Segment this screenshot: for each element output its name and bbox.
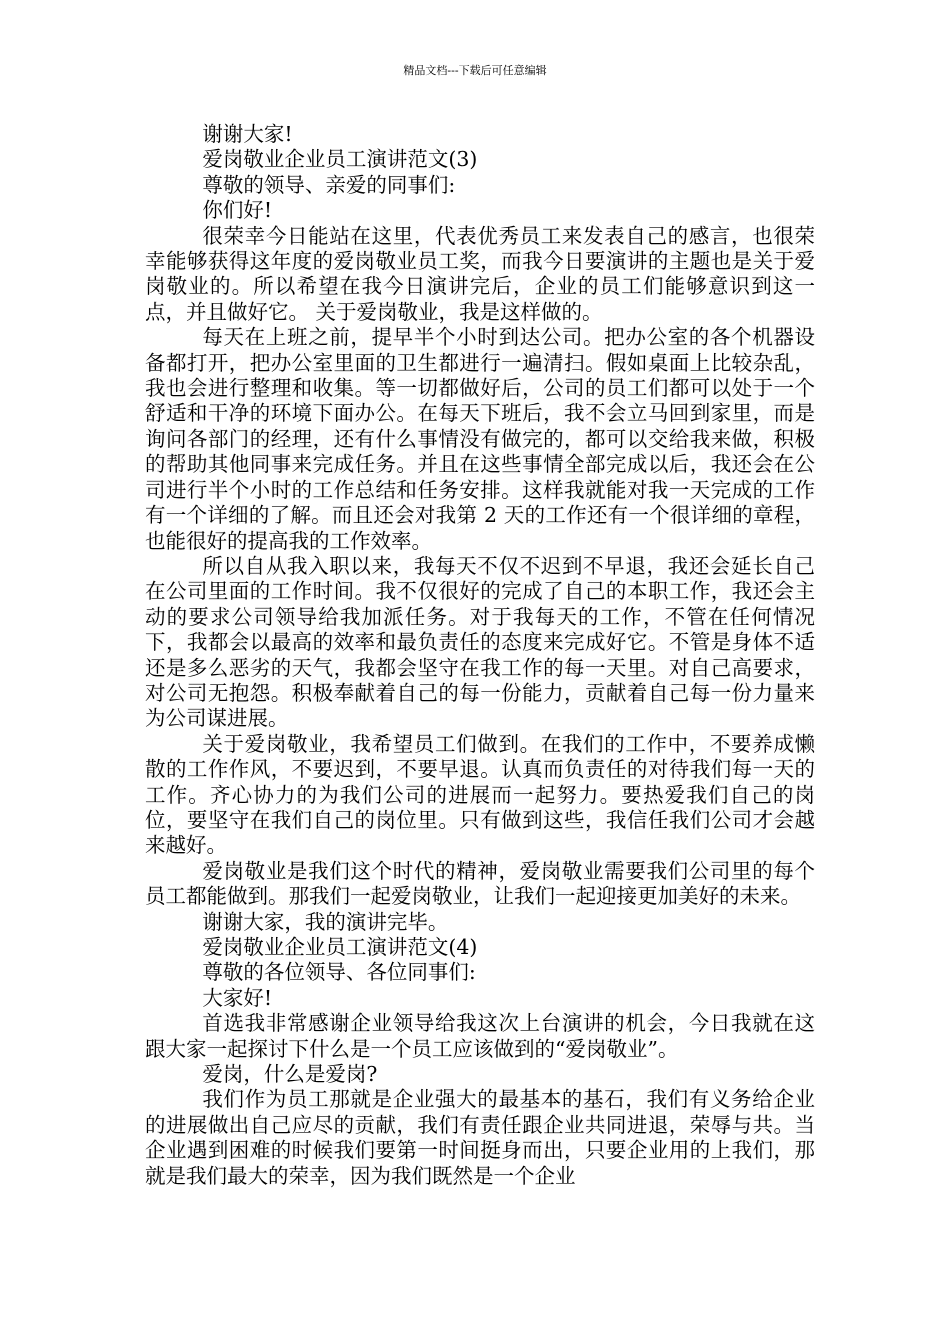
paragraph-hopes: 关于爱岗敬业，我希望员工们做到。在我们的工作中，不要养成懒散的工作作风，不要迟到，不要早退。认真而负责任的对待我们每一天的工作。齐心协力的为我们公司的进展而一起努力。要热爱我们自己的岗位，要坚守在我们自己的岗位里。只有做到这些，我信任我们公司才会越来越好。: [145, 731, 815, 858]
section-title-4: 爱岗敬业企业员工演讲范文(4): [202, 935, 478, 959]
paragraph-intro-3: 很荣幸今日能站在这里，代表优秀员工来发表自己的感言，也很荣幸能够获得这年度的爱岗敬业员工奖，而我今日要演讲的主题也是关于爱岗敬业的。所以希望在我今日演讲完后，企业的员工们能够意识到这一点，并且做好它。 关于爱岗敬业，我是这样做的。: [145, 223, 815, 324]
paragraph-spirit: 爱岗敬业是我们这个时代的精神，爱岗敬业需要我们公司里的每个员工都能做到。那我们一起爱岗敬业，让我们一起迎接更加美好的未来。: [145, 858, 815, 909]
paragraph-closing-3: 谢谢大家，我的演讲完毕。: [202, 909, 449, 934]
paragraph-since-joining: 所以自从我入职以来，我每天不仅不迟到不早退，我还会延长自己在公司里面的工作时间。我不仅很好的完成了自己的本职工作，我还会主动的要求公司领导给我加派任务。对于我每天的工作，不管在任何情况下，我都会以最高的效率和最负责任的态度来完成好它。不管是身体不适还是多么恶劣的天气，我都会坚守在我工作的每一天里。对自己高要求，对公司无抱怨。积极奉献着自己的每一份能力，贡献着自己每一份力量来为公司谋进展。: [145, 553, 815, 731]
paragraph-intro-4: 首选我非常感谢企业领导给我这次上台演讲的机会，今日我就在这跟大家一起探讨下什么是一个员工应该做到的“爱岗敬业”。: [145, 1011, 815, 1061]
greeting-3: 你们好!: [202, 198, 273, 223]
section-title-3: 爱岗敬业企业员工演讲范文(3): [202, 147, 478, 172]
salutation-3: 尊敬的领导、亲爱的同事们:: [202, 172, 456, 197]
salutation-4: 尊敬的各位领导、各位同事们:: [202, 960, 476, 985]
greeting-4: 大家好!: [202, 985, 273, 1010]
paragraph-question: 爱岗，什么是爱岗?: [202, 1062, 378, 1087]
paragraph-daily-work: 每天在上班之前，提早半个小时到达公司。把办公室的各个机器设备都打开，把办公室里面的卫生都进行一遍清扫。假如桌面上比较杂乱，我也会进行整理和收集。等一切都做好后，公司的员工们都可以处于一个舒适和干净的环境下面办公。在每天下班后，我不会立马回到家里，而是询问各部门的经理，还有什么事情没有做完的，都可以交给我来做，积极的帮助其他同事来完成任务。并且在这些事情全部完成以后，我还会在公司进行半个小时的工作总结和任务安排。这样我就能对我一天完成的工作有一个详细的了解。而且还会对我第 2 天的工作还有一个很详细的章程，也能很好的提高我的工作效率。: [145, 325, 815, 553]
page-header: 精品文档---下载后可任意编辑: [403, 64, 547, 77]
document-body: [145, 122, 815, 1189]
paragraph-foundation: 我们作为员工那就是企业强大的最基本的基石，我们有义务给企业的进展做出自己应尽的贡献，我们有责任跟企业共同进退，荣辱与共。当企业遇到困难的时候我们要第一时间挺身而出，只要企业用的上我们，那就是我们最大的荣幸，因为我们既然是一个企业: [145, 1087, 815, 1188]
paragraph-thanks: 谢谢大家!: [202, 122, 293, 146]
